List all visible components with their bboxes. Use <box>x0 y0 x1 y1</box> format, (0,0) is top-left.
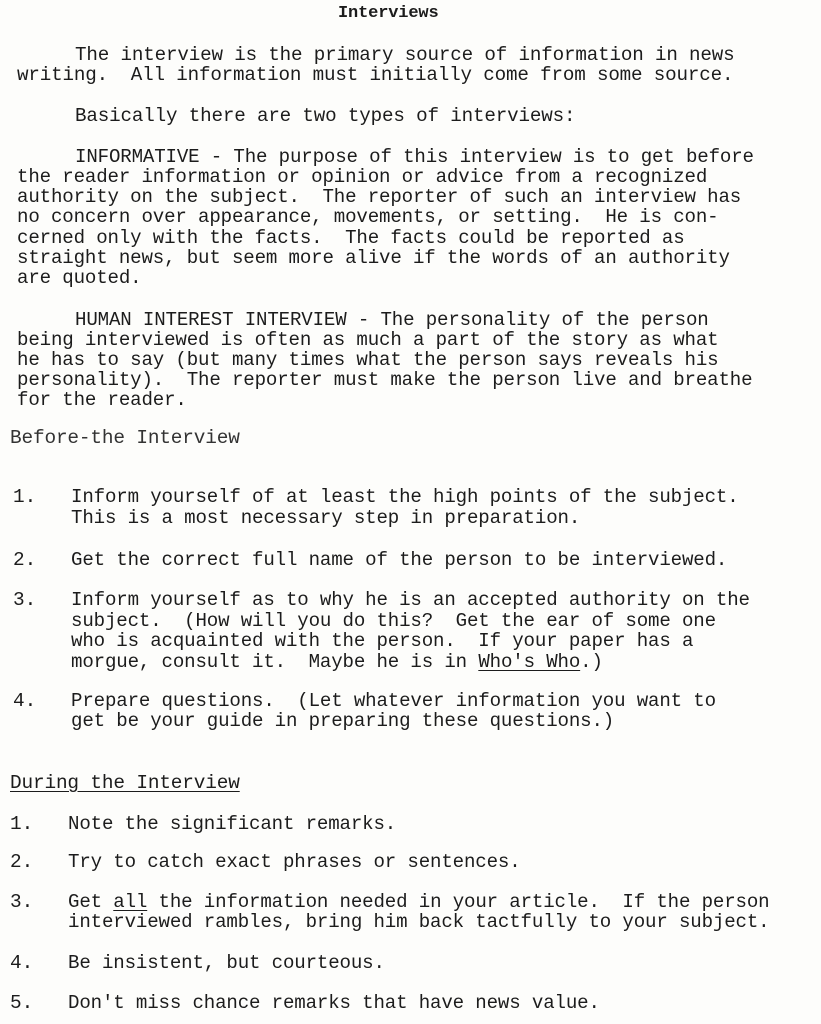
item-text: Get <box>68 891 114 913</box>
item-number: 2. <box>13 549 37 571</box>
item-number: 4. <box>10 952 34 974</box>
item-line: get be your guide in preparing these questions.) <box>71 710 615 732</box>
intro-line: The interview is the primary source of information in news <box>75 44 735 66</box>
human-interest-line: personality). The reporter must make the person live and breathe <box>17 369 753 391</box>
item-line: Inform yourself of at least the high points of the subject. <box>71 486 739 508</box>
informative-line: cerned only with the facts. The facts could be reported as <box>17 227 685 249</box>
item-number: 4. <box>13 690 37 712</box>
item-number: 3. <box>13 589 37 611</box>
item-number: 3. <box>10 891 34 913</box>
human-interest-line: HUMAN INTEREST INTERVIEW - The personality of the person <box>75 309 709 331</box>
human-interest-line: being interviewed is often as much a part of the story as what <box>17 329 719 351</box>
intro-line: writing. All information must initially come from some source. <box>17 64 734 86</box>
human-interest-line: for the reader. <box>17 389 187 411</box>
informative-line: no concern over appearance, movements, or setting. He is con- <box>17 206 719 228</box>
item-line: Be insistent, but courteous. <box>68 952 385 974</box>
page-title: Interviews <box>338 4 439 23</box>
types-intro: Basically there are two types of interviews: <box>75 105 576 127</box>
item-line: Try to catch exact phrases or sentences. <box>68 851 521 873</box>
informative-line: straight news, but seem more alive if the words of an authority <box>17 247 730 269</box>
human-interest-line: he has to say (but many times what the person says reveals his <box>17 349 719 371</box>
item-text: .) <box>580 651 603 673</box>
underlined-title: Who's Who <box>478 651 581 673</box>
before-heading: Before-the Interview <box>10 427 240 449</box>
item-line <box>71 652 603 672</box>
item-line: Inform yourself as to why he is an accepted authority on the <box>71 589 750 611</box>
during-heading: During the Interview <box>10 772 240 794</box>
item-number: 1. <box>13 486 37 508</box>
underlined-word: all <box>113 891 148 913</box>
item-text: the information needed in your article. If the person <box>147 891 770 913</box>
informative-line: authority on the subject. The reporter of such an interview has <box>17 186 742 208</box>
item-line <box>68 892 769 912</box>
informative-line: INFORMATIVE - The purpose of this interview is to get before <box>75 146 754 168</box>
item-number: 1. <box>10 813 34 835</box>
item-line: Get the correct full name of the person to be interviewed. <box>71 549 728 571</box>
item-line: Note the significant remarks. <box>68 813 397 835</box>
item-line: who is acquainted with the person. If your paper has a <box>71 630 694 652</box>
item-number: 2. <box>10 851 34 873</box>
informative-line: are quoted. <box>17 267 142 289</box>
item-line: subject. (How will you do this? Get the ear of some one <box>71 610 716 632</box>
item-line: Don't miss chance remarks that have news value. <box>68 992 600 1014</box>
informative-line: the reader information or opinion or advice from a recognized <box>17 166 708 188</box>
item-line: interviewed rambles, bring him back tactfully to your subject. <box>68 911 770 933</box>
item-line: This is a most necessary step in preparation. <box>71 507 581 529</box>
item-number: 5. <box>10 992 34 1014</box>
item-line: Prepare questions. (Let whatever information you want to <box>71 690 716 712</box>
item-text: morgue, consult it. Maybe he is in <box>71 651 479 673</box>
